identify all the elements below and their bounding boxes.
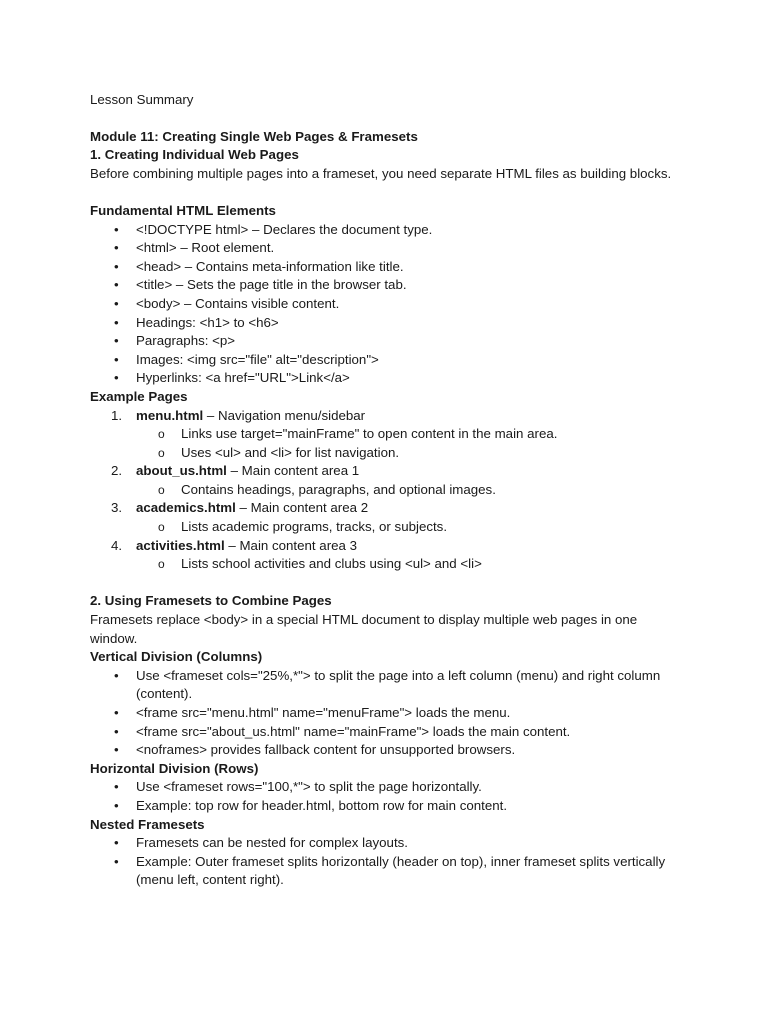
example-sub-list xyxy=(90,481,678,500)
list-item: • <noframes> provides fallback content for unsupported browsers. xyxy=(90,741,678,760)
list-item: • Use <frameset rows="100,*"> to split the page horizontally. xyxy=(90,778,678,797)
lesson-label: Lesson Summary xyxy=(90,92,194,107)
list-item: • Use <frameset cols="25%,*"> to split the page into a left column (menu) and right column (content). xyxy=(90,667,678,704)
list-item: • Images: <img src="file" alt="description"> xyxy=(90,351,678,370)
example-sub-list xyxy=(90,555,678,574)
examples-list xyxy=(90,407,678,574)
sub-list-item: o Uses <ul> and <li> for list navigation. xyxy=(90,444,678,463)
example-file-name: academics.html xyxy=(136,500,236,516)
example-file-name: menu.html xyxy=(136,407,204,423)
example-description: – Main content area 2 xyxy=(235,500,369,516)
example-item-about-us xyxy=(90,462,678,481)
examples-heading: Example Pages xyxy=(90,388,188,404)
list-item: • <head> – Contains meta-information like title. xyxy=(90,258,678,277)
horizontal-division-heading: Horizontal Division (Rows) xyxy=(90,760,259,776)
section1-intro: Before combining multiple pages into a frameset, you need separate HTML files as building blocks. xyxy=(90,165,672,181)
list-item: • Paragraphs: <p> xyxy=(90,332,678,351)
list-number: 1. xyxy=(111,407,123,423)
section2-intro: Framesets replace <body> in a special HTML document to display multiple web pages in one window. xyxy=(90,612,638,646)
example-sub-list xyxy=(90,425,678,462)
list-item: • Example: Outer frameset splits horizontally (header on top), inner frameset splits vertically (menu left, content right). xyxy=(90,853,678,890)
list-number: 3. xyxy=(111,500,123,516)
list-item: • Headings: <h1> to <h6> xyxy=(90,314,678,333)
example-item-activities xyxy=(90,537,678,556)
vertical-division-list xyxy=(90,667,678,760)
fundamentals-heading: Fundamental HTML Elements xyxy=(90,202,276,218)
list-item: • <frame src="about_us.html" name="mainFrame"> loads the main content. xyxy=(90,723,678,742)
nested-framesets-list xyxy=(90,834,678,890)
example-file-name: activities.html xyxy=(136,537,225,553)
list-item: • Example: top row for header.html, bottom row for main content. xyxy=(90,797,678,816)
example-file-name: about_us.html xyxy=(136,463,227,479)
list-item: • Hyperlinks: <a href="URL">Link</a> xyxy=(90,369,678,388)
sub-list-item: o Links use target="mainFrame" to open content in the main area. xyxy=(90,425,678,444)
list-item: • Framesets can be nested for complex layouts. xyxy=(90,834,678,853)
horizontal-division-list xyxy=(90,778,678,815)
list-item: • <title> – Sets the page title in the browser tab. xyxy=(90,276,678,295)
list-item: • <!DOCTYPE html> – Declares the document type. xyxy=(90,221,678,240)
module-title: Module 11: Creating Single Web Pages & Framesets xyxy=(90,128,418,144)
example-description: – Main content area 1 xyxy=(226,463,360,479)
list-number: 4. xyxy=(111,537,123,553)
example-sub-list xyxy=(90,518,678,537)
example-description: – Main content area 3 xyxy=(224,537,358,553)
section1-heading: 1. Creating Individual Web Pages xyxy=(90,147,299,163)
list-item: • <html> – Root element. xyxy=(90,239,678,258)
fundamentals-list xyxy=(90,221,678,388)
list-number: 2. xyxy=(111,463,123,479)
example-description: – Navigation menu/sidebar xyxy=(203,407,366,423)
list-item: • <frame src="menu.html" name="menuFrame"> loads the menu. xyxy=(90,704,678,723)
nested-framesets-heading: Nested Framesets xyxy=(90,816,205,832)
section2-heading: 2. Using Framesets to Combine Pages xyxy=(90,593,332,609)
example-item-menu xyxy=(90,407,678,426)
example-item-academics xyxy=(90,499,678,518)
sub-list-item: o Contains headings, paragraphs, and optional images. xyxy=(90,481,678,500)
vertical-division-heading: Vertical Division (Columns) xyxy=(90,649,263,665)
list-item: • <body> – Contains visible content. xyxy=(90,295,678,314)
sub-list-item: o Lists school activities and clubs using <ul> and <li> xyxy=(90,555,678,574)
sub-list-item: o Lists academic programs, tracks, or subjects. xyxy=(90,518,678,537)
